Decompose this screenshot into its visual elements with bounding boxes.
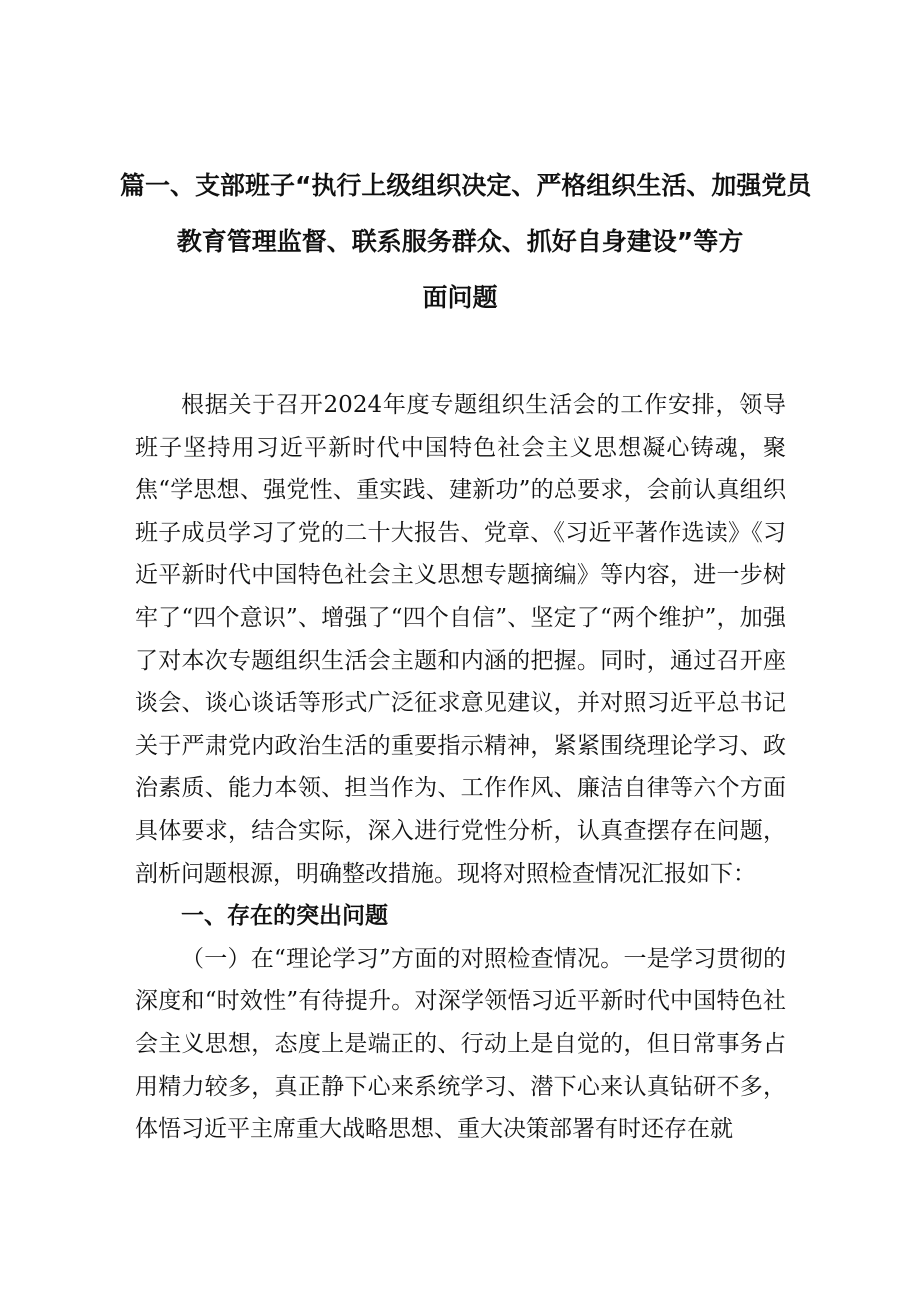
title-line-1: 篇一、支部班子“执行上级组织决定、严格组织生活、加强党员: [120, 171, 812, 200]
intro-paragraph: 根据关于召开2024年度专题组织生活会的工作安排，领导班子坚持用习近平新时代中国特色社会主义思想凝心铸魂，聚焦“学思想、强党性、重实践、建新功”的总要求，会前认真组织班子成员学习了党的二十大报告、党章、《习近平著作选读》《习近平新时代中国特色社会主义思想专题摘编》等内容，进一步树牢了“四个意识”、增强了“四个自信”、坚定了“两个维护”，加强了对本次专题组织生活会主题和内涵的把握。同时，通过召开座谈会、谈心谈话等形式广泛征求意见建议，并对照习近平总书记关于严肃党内政治生活的重要指示精神，紧紧围绕理论学习、政治素质、能力本领、担当作为、工作作风、廉洁自律等六个方面具体要求，结合实际，深入进行党性分析，认真查摆存在问题，剖析问题根源，明确整改措施。现将对照检查情况汇报如下：: [135, 392, 786, 887]
document-title: [120, 158, 812, 326]
title-line-3: 面问题: [422, 283, 498, 312]
title-line-2: 教育管理监督、联系服务群众、抓好自身建设”等方: [176, 227, 744, 256]
document-body: [135, 384, 786, 1151]
section-paragraph: （一）在“理论学习”方面的对照检查情况。一是学习贯彻的深度和“时效性”有待提升。对深学领悟习近平新时代中国特色社会主义思想，态度上是端正的、行动上是自觉的，但日常事务占用精力较多，真正静下心来系统学习、潜下心来认真钻研不多，体悟习近平主席重大战略思想、重大决策部署有时还存在就: [135, 945, 786, 1143]
section-heading: 一、存在的突出问题: [181, 903, 388, 930]
